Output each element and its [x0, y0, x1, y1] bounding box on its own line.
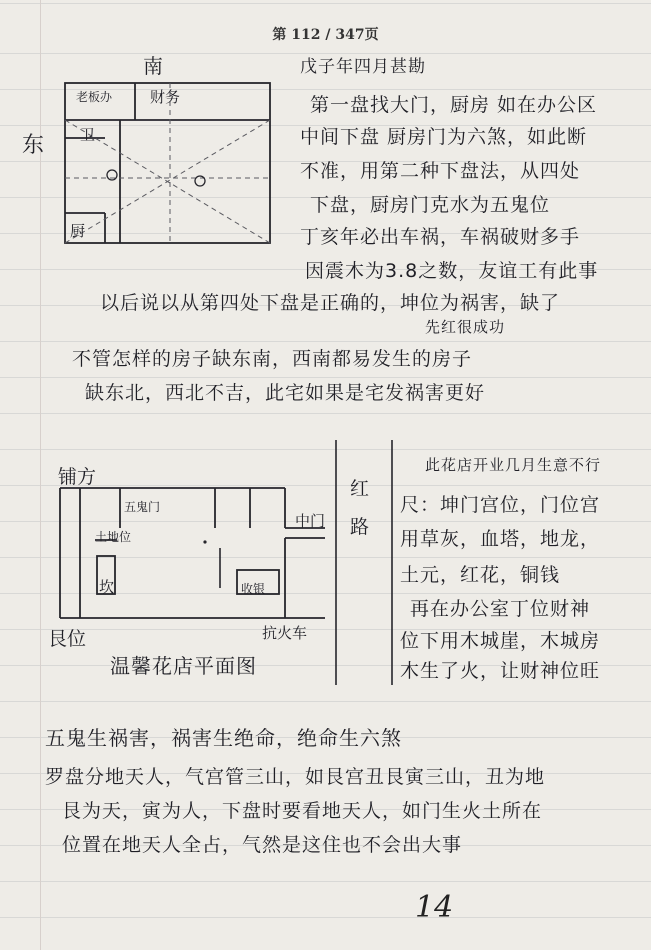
shop-note: 木生了火，让财神位旺	[400, 660, 601, 682]
page-indicator: 第 112 / 347页	[272, 27, 379, 43]
red-road-label: 红 路	[350, 478, 370, 538]
fire-label: 抗火车	[262, 624, 308, 642]
note-line: 缺东北，西北不吉，此宅如果是宅发祸害更好	[85, 382, 486, 404]
middle-door-label: 中门	[295, 512, 326, 530]
shop-note: 此花店开业几月生意不行	[425, 456, 602, 474]
room-finance: 财务	[150, 88, 181, 106]
east-label: 东	[22, 133, 45, 158]
gen-position-label: 艮位	[48, 628, 87, 650]
note-line: 丁亥年必出车祸，车祸破财多手	[300, 226, 581, 248]
note-line: 中间下盘 厨房门为六煞，如此断	[300, 126, 588, 148]
note-line: 不管怎样的房子缺东南，西南都易发生的房子	[72, 348, 473, 370]
shop-floor-plan	[55, 478, 340, 630]
note-line: 以后说以从第四处下盘是正确的，坤位为祸害，缺了	[100, 292, 561, 314]
earth-god-label: 土地位	[95, 530, 132, 544]
shop-note: 位下用木城崖，木城房	[400, 630, 601, 652]
room-kitchen: 厨	[70, 222, 86, 240]
bottom-note: 位置在地天人全占，气然是这住也不会出大事	[62, 834, 463, 856]
cashier-label: 收银	[241, 582, 266, 596]
note-line: 先红很成功	[425, 318, 506, 336]
note-line: 因震木为3.8之数，友谊工有此事	[305, 260, 599, 282]
shop-title-label: 铺方	[58, 466, 97, 488]
note-line: 下盘，厨房门克水为五鬼位	[310, 194, 551, 216]
shop-caption: 温馨花店平面图	[110, 654, 257, 678]
kan-label: 坎	[99, 578, 115, 596]
bottom-note: 罗盘分地天人，气宫管三山，如艮宫丑艮寅三山，丑为地	[45, 766, 546, 788]
bottom-note: 五鬼生祸害，祸害生绝命，绝命生六煞	[45, 726, 402, 750]
shop-note: 用草灰，血塔，地龙，	[400, 528, 601, 550]
handwritten-page-number: 14	[415, 890, 454, 925]
south-label: 南	[143, 54, 163, 78]
shop-note: 再在办公室丁位财神	[410, 598, 591, 620]
note-date: 戊子年四月甚勘	[300, 57, 426, 77]
note-line: 不准，用第二种下盘法，从四处	[300, 160, 581, 182]
room-boss-office: 老板办	[76, 90, 113, 104]
shop-note: 土元，红花，铜钱	[400, 564, 561, 586]
five-ghost-door-label: 五鬼门	[124, 500, 161, 514]
shop-note: 尺：坤门宫位，门位宫	[400, 494, 601, 516]
room-toilet: 卫	[80, 126, 96, 144]
note-line: 第一盘找大门，厨房 如在办公区	[310, 94, 598, 116]
bottom-note: 艮为天，寅为人，下盘时要看地天人，如门生火土所在	[62, 800, 543, 822]
